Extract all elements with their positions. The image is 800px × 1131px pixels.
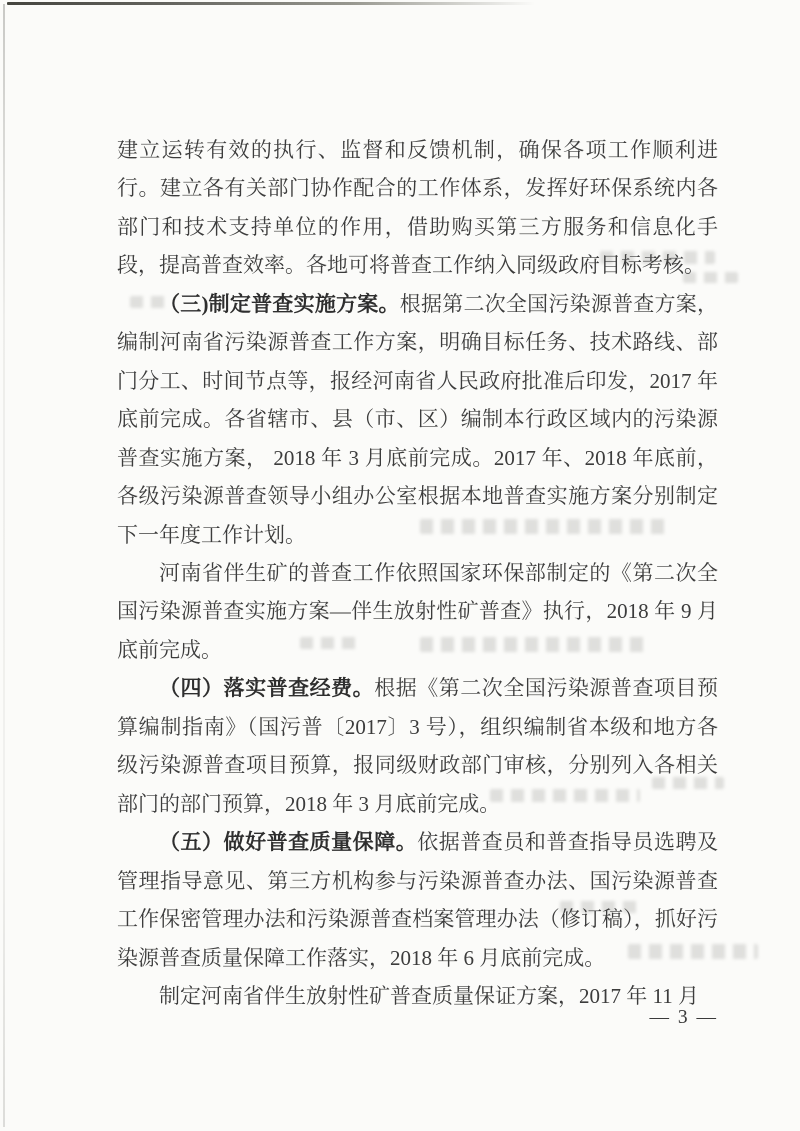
para-associated-mineral-census [117, 554, 718, 669]
paragraph-text: 根据第二次全国污染源普查方案，编制河南省污染源普查工作方案，明确目标任务、技术路线、部门分工、时间节点等，报经河南省人民政府批准后印发，2017 年底前完成。各省辖市、县（市、区）编制本行政区域内的污染源普查实施方案， 2018 年 3 月底前完成。2017 年、2018 年底前，各级污染源普查领导小组办公室根据本地普查实施方案分别制定下一年度工作计划。 [117, 291, 718, 547]
para-section-5-quality-assurance [117, 823, 718, 977]
para-section-4-census-funding [117, 669, 718, 823]
paragraph-text: 建立运转有效的执行、监督和反馈机制，确保各项工作顺利进行。建立各有关部门协作配合的工作体系，发挥好环保系统内各部门和技术支持单位的作用，借助购买第三方服务和信息化手段，提高普查效率。各地可将普查工作纳入同级政府目标考核。 [117, 138, 718, 278]
page-number: — 3 — [649, 1007, 718, 1028]
para-continuation-mechanism [117, 131, 718, 285]
paragraph-text: 河南省伴生矿的普查工作依照国家环保部制定的《第二次全国污染源普查实施方案—伴生放射性矿普查》执行，2018 年 9 月底前完成。 [117, 560, 718, 662]
scan-edge-artifact-left [3, 4, 5, 1127]
paragraph-lead-bold: （三)制定普查实施方案。 [159, 291, 400, 316]
paragraph-text: 根据《第二次全国污染源普查项目预算编制指南》（国污普〔2017〕3 号），组织编制省本级和地方各级污染源普查项目预算，报同级财政部门审核，分别列入各相关部门的部门预算，2018 年 3 月底前完成。 [117, 676, 719, 816]
para-section-3-implementation-plan [117, 285, 718, 554]
paragraph-lead-bold: （四）落实普查经费。 [159, 676, 375, 701]
paragraph-text: 依据普查员和普查指导员选聘及管理指导意见、第三方机构参与污染源普查办法、国污染源普查工作保密管理办法和污染源普查档案管理办法（修订稿），抓好污染源普查质量保障工作落实，2018 年 6 月底前完成。 [117, 830, 719, 970]
scan-edge-artifact-top [7, 2, 535, 5]
paragraph-lead-bold: （五）做好普查质量保障。 [159, 830, 418, 855]
document-body [117, 131, 718, 1015]
paragraph-text: 制定河南省伴生放射性矿普查质量保证方案，2017 年 11 月 [159, 983, 699, 1008]
